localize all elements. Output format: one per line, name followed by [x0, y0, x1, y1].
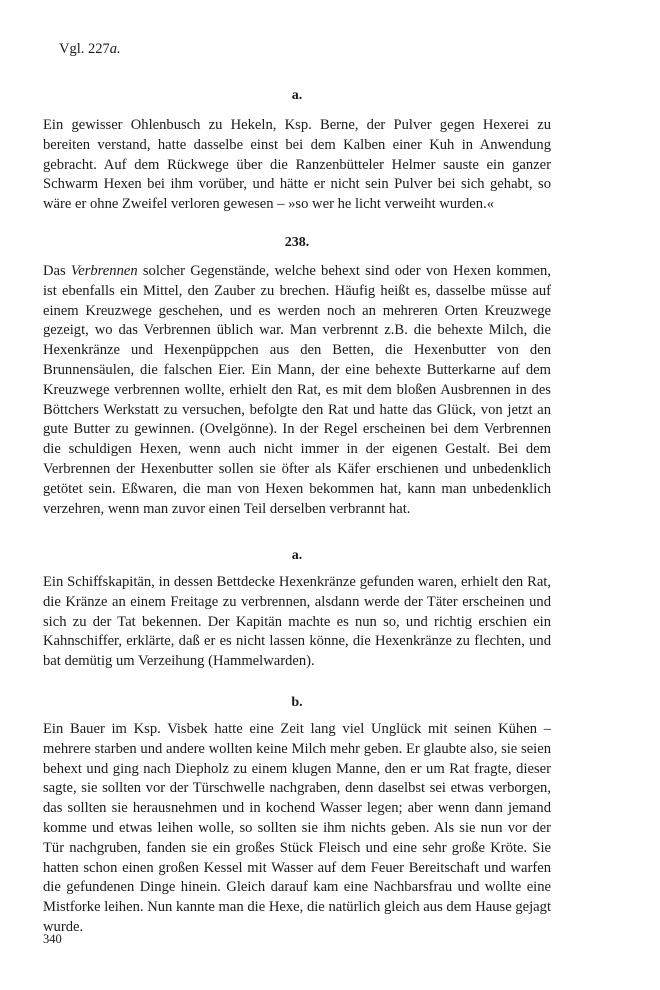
cross-reference: [59, 41, 121, 58]
section-text-238: [43, 262, 551, 519]
cross-reference-suffix: a.: [109, 41, 121, 57]
cross-reference-prefix: Vgl. 227: [59, 41, 110, 57]
section-text-a-1: Ein gewisser Ohlenbusch zu Hekeln, Ksp. Berne, der Pulver gegen Hexerei zu bereiten verstand, hatte dasselbe einst bei dem Kalben einer Kuh in Anwendung gebracht. Auf dem Rückwege über die Ranzenbütteler Helmer sauste ein ganzer Schwarm Hexen bei ihm vorüber, und hätte er nicht sein Pulver bei sich gehabt, so wäre er ohne Zweifel verloren gewesen – »so wer he licht verweiht wurden.«: [43, 117, 551, 213]
section-text-a-2: Ein Schiffskapitän, in dessen Bettdecke Hexenkränze gefunden waren, erhielt den Rat, die Kränze an einem Freitage zu verbrennen, alsdann werde der Täter erscheinen und sich zu der Tat bekennen. Der Kapitän machte es nun so, und richtig erschien ein Kahnschiffer, erklärte, daß er es nicht lassen könne, die Hexenkränze zu flechten, und bat demütig um Verzeihung (Hammelwarden).: [43, 574, 551, 670]
section-heading-a-2: a.: [291, 548, 303, 563]
page-number: 340: [43, 932, 62, 946]
section-text-b: Ein Bauer im Ksp. Visbek hatte eine Zeit lang viel Unglück mit seinen Kühen – mehrere starben und andere wollten keine Milch mehr geben. Er glaubte also, sie seien behext und ging nach Diepholz zu einem klugen Manne, den er um Rat fragte, dieser sagte, sie sollten vor der Türschwelle nachgraben, denn daselbst sei etwas verborgen, das sollten sie herausnehmen und in kochend Wasser legen; aber wenn dann jemand komme und etwas leihen wolle, so sollten sie ihm nichts geben. Als sie nun vor der Tür nachgruben, fanden sie ein großes Stück Fleisch und eine sehr große Kröte. Sie hatten schon einen großen Kessel mit Wasser auf dem Feuer Bereitschaft und warfen die gefundenen Dinge hinein. Gleich darauf kam eine Nachbarsfrau und wollte eine Mistforke leihen. Nun kannte man die Hexe, die natürlich gleich aus dem Hause gejagt wurde.: [43, 721, 551, 935]
section-heading-238: 238.: [284, 235, 310, 250]
section-text-238-emphasis: Verbrennen: [70, 263, 138, 279]
section-text-238-body: solcher Gegenstände, welche behext sind oder von Hexen kommen, ist ebenfalls ein Mittel, den Zauber zu brechen. Häufig heißt es, dasselbe müsse auf einem Kreuzwege geschehen, und es werden noch an mehreren Orten Kreuzwege gezeigt, wo das Verbrennen üblich war. Man verbrennt z.B. die behexte Milch, die Hexenkränze und Hexenpüppchen aus den Betten, die Hexenbutter von den Brunnensäulen, die falschen Eier. Ein Mann, der eine behexte Butterkarne auf dem Kreuzwege verbrennen wollte, erhielt den Rat, es mit dem bloßen Ausbrennen in des Böttchers Werkstatt zu versuchen, befolgte den Rat und hatte das Glück, von jetzt an gute Butter zu gewinnen. (Ovelgönne). In der Regel erscheinen bei dem Verbrennen die schuldigen Hexen, wenn auch nicht immer in der eigenen Gestalt. Bei dem Verbrennen der Hexenbutter sollen sie öfter als Käfer erschienen und unbedenklich getötet sein. Eßwaren, die man von Hexen bekommen hat, kann man unbedenklich verzehren, wenn man zuvor einen Teil derselben verbrannt hat.: [43, 263, 551, 517]
section-heading-b: b.: [291, 695, 303, 710]
section-heading-a-1: a.: [291, 88, 303, 103]
section-text-238-lead: Das: [43, 263, 71, 279]
